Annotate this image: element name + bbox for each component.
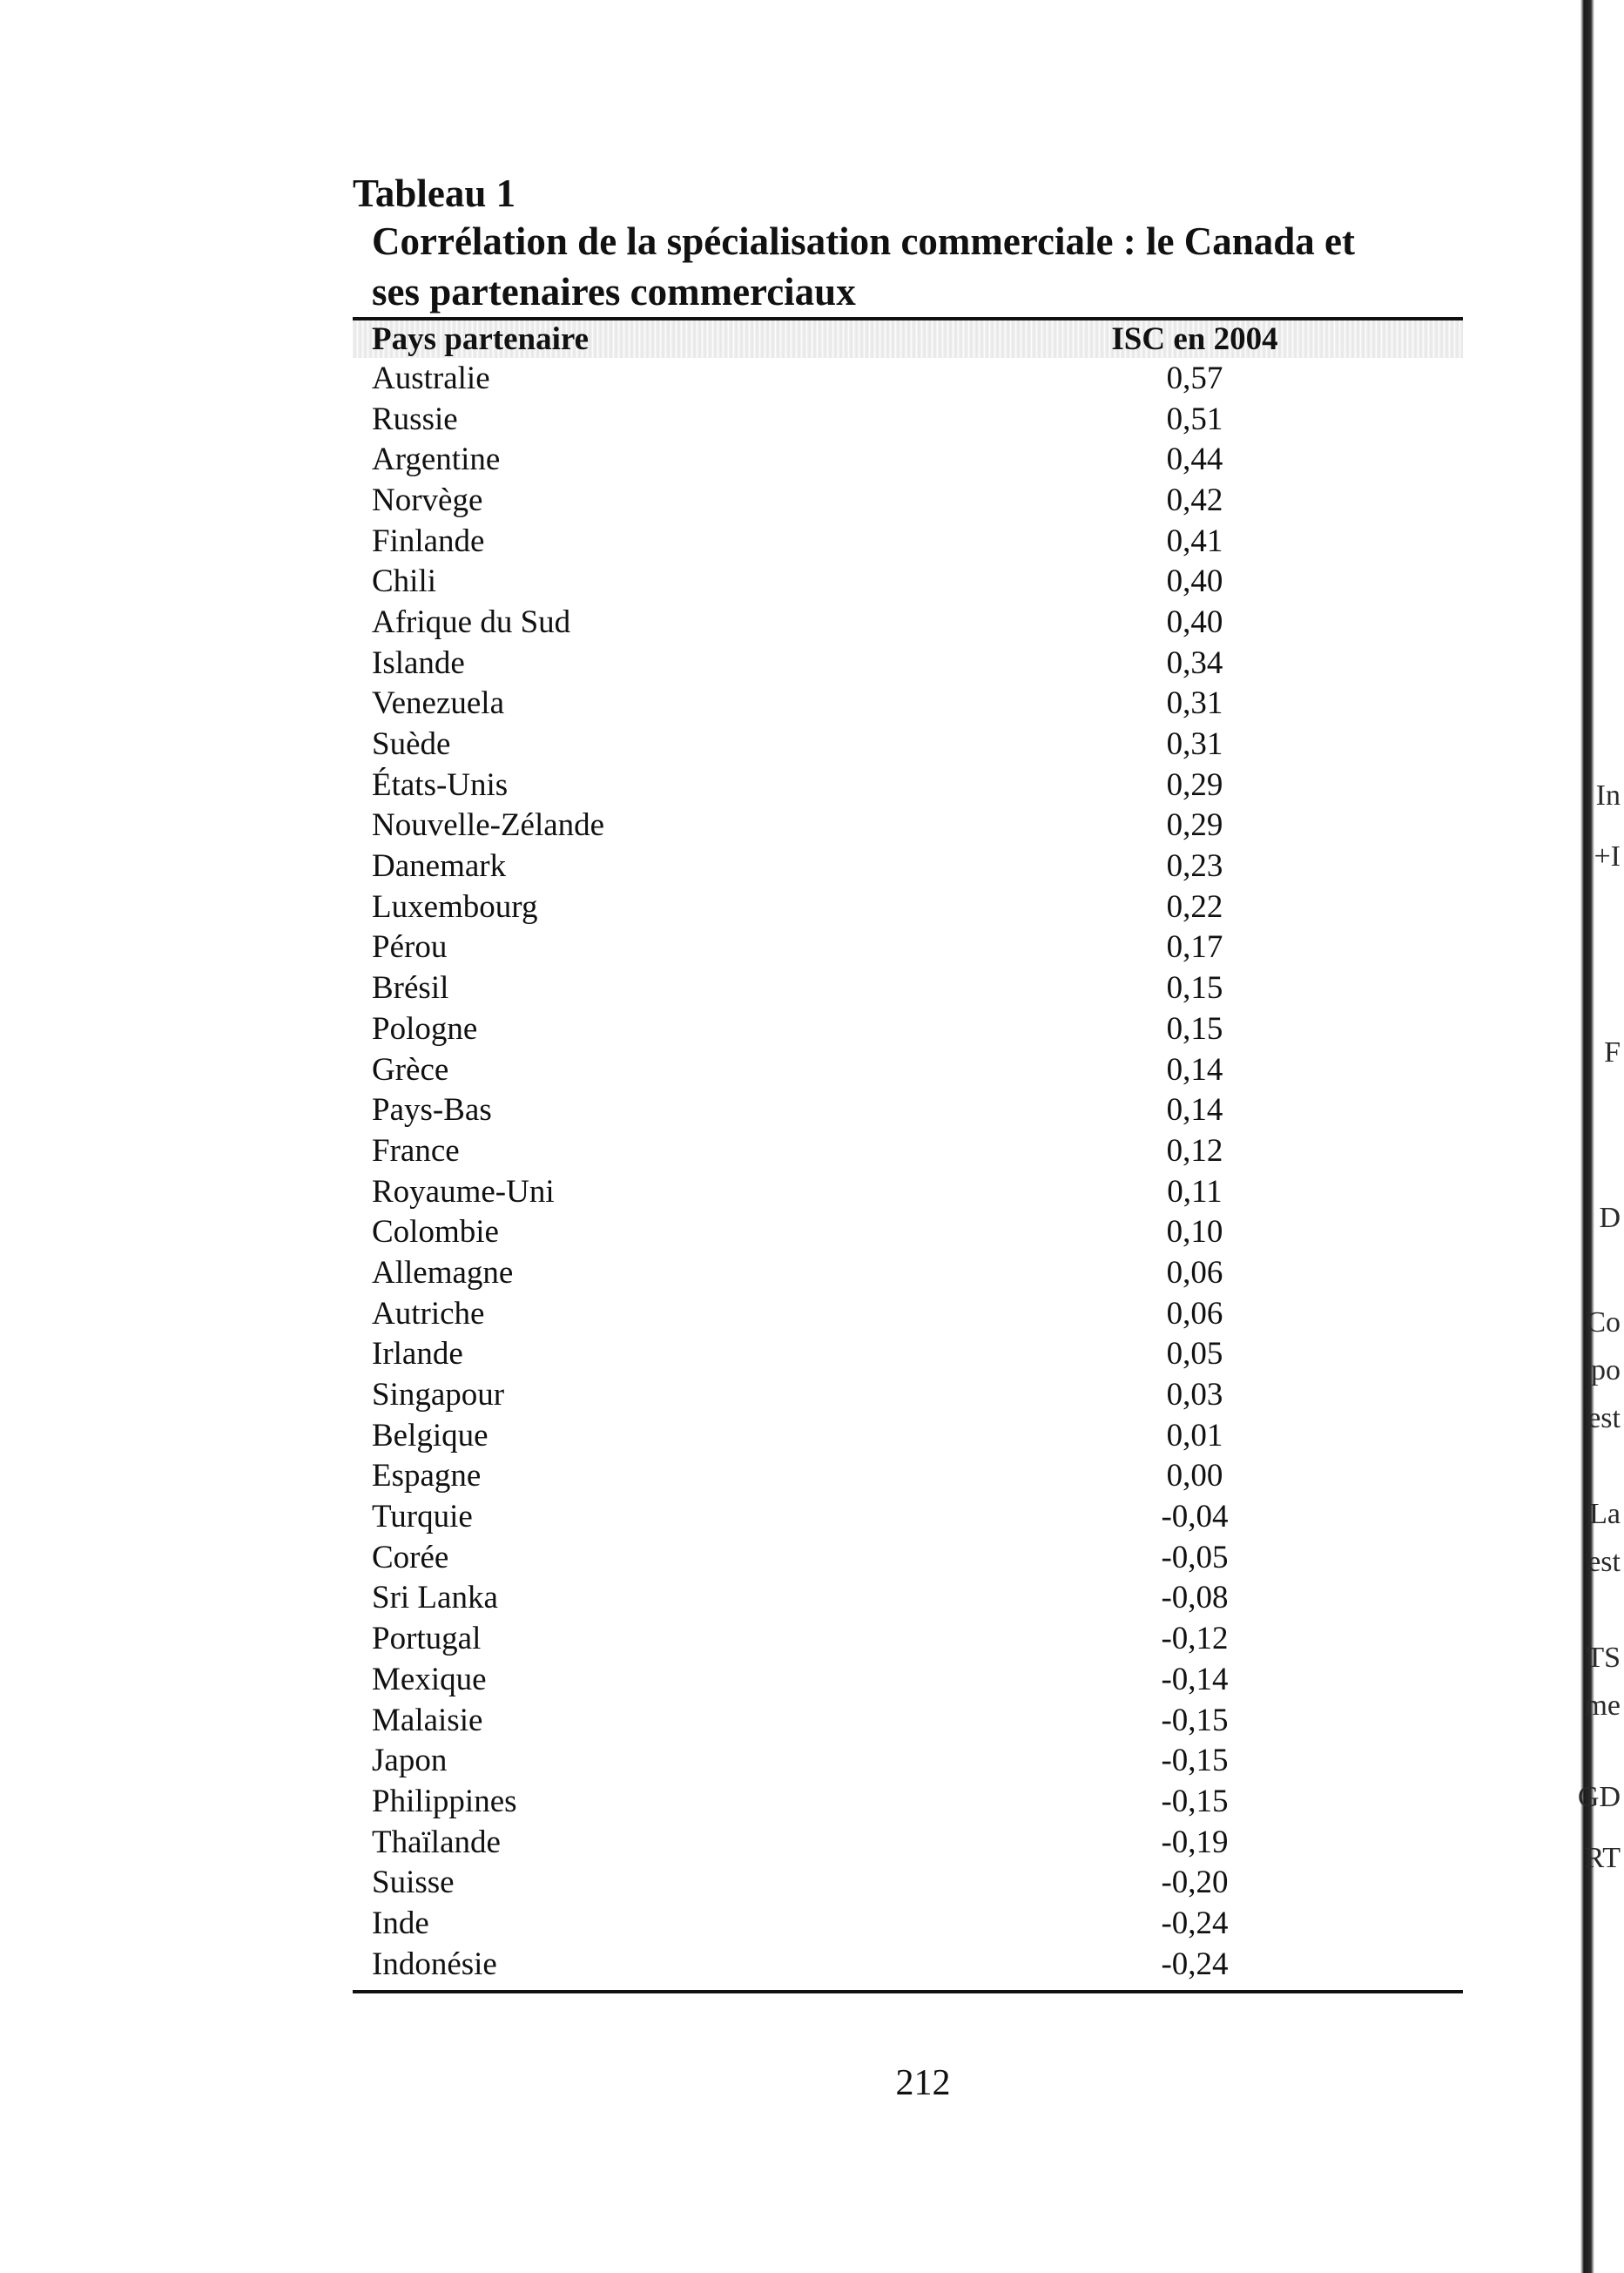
cell-value: -0,15 — [1161, 1702, 1229, 1738]
table-title-line-2: ses partenaires commerciaux — [372, 270, 856, 314]
cell-country: Russie — [372, 401, 458, 437]
cell-country: Grèce — [372, 1051, 449, 1088]
table-row — [353, 1903, 1463, 1944]
cell-value: -0,24 — [1161, 1946, 1229, 1982]
cell-country: France — [372, 1132, 460, 1169]
cell-value: 0,15 — [1166, 1010, 1223, 1047]
cell-country: Colombie — [372, 1214, 499, 1251]
cell-value: 0,05 — [1166, 1336, 1223, 1373]
margin-fragment: TS — [1586, 1642, 1621, 1674]
cell-country: Brésil — [372, 970, 449, 1007]
cell-value: 0,10 — [1166, 1214, 1223, 1251]
table-row — [353, 1862, 1463, 1903]
cell-country: Corée — [372, 1539, 449, 1575]
table-row — [353, 358, 1463, 399]
cell-value: 0,34 — [1166, 644, 1223, 681]
cell-country: Chili — [372, 563, 437, 600]
cell-country: Royaume-Uni — [372, 1173, 555, 1210]
cell-value: 0,14 — [1166, 1092, 1223, 1129]
table-row — [353, 1537, 1463, 1578]
table-row — [353, 724, 1463, 765]
cell-country: Norvège — [372, 482, 483, 518]
table-row — [353, 1578, 1463, 1619]
cell-value: -0,05 — [1161, 1539, 1229, 1575]
table-row — [353, 968, 1463, 1008]
cell-country: Pologne — [372, 1010, 478, 1047]
cell-country: Suède — [372, 726, 451, 763]
table-row — [353, 561, 1463, 602]
cell-value: -0,08 — [1161, 1580, 1229, 1616]
cell-value: -0,15 — [1161, 1743, 1229, 1779]
cell-value: 0,40 — [1166, 563, 1223, 600]
table-row — [353, 1944, 1463, 1985]
table-row — [353, 1700, 1463, 1741]
cell-country: Espagne — [372, 1458, 482, 1494]
cell-value: 0,51 — [1166, 401, 1223, 437]
cell-value: 0,15 — [1166, 970, 1223, 1007]
cell-country: Irlande — [372, 1336, 463, 1373]
cell-country: Singapour — [372, 1377, 505, 1413]
table-row — [353, 399, 1463, 440]
cell-value: 0,44 — [1166, 442, 1223, 478]
cell-value: 0,31 — [1166, 726, 1223, 763]
table-row — [353, 887, 1463, 927]
cell-country: États-Unis — [372, 766, 509, 803]
cell-value: 0,42 — [1166, 482, 1223, 518]
margin-fragment: +I — [1594, 840, 1621, 873]
scanned-page-edge — [1565, 0, 1624, 2273]
table-row — [353, 1415, 1463, 1456]
table-row — [353, 643, 1463, 684]
table-row — [353, 1130, 1463, 1171]
cell-country: Philippines — [372, 1783, 517, 1819]
margin-fragment: D — [1599, 1202, 1621, 1234]
cell-value: 0,23 — [1166, 848, 1223, 885]
cell-value: -0,12 — [1161, 1621, 1229, 1657]
table-bottom-rule — [353, 1990, 1463, 1993]
table-row — [353, 521, 1463, 562]
cell-value: 0,11 — [1167, 1173, 1223, 1210]
cell-value: 0,41 — [1166, 523, 1223, 559]
cell-country: Finlande — [372, 523, 485, 559]
cell-country: Autriche — [372, 1295, 485, 1332]
page-number: 212 — [895, 2063, 951, 2103]
cell-country: Portugal — [372, 1621, 482, 1657]
table-row — [353, 1252, 1463, 1293]
cell-value: 0,22 — [1166, 888, 1223, 925]
table-row — [353, 1171, 1463, 1212]
cell-value: -0,15 — [1161, 1783, 1229, 1819]
cell-value: 0,29 — [1166, 766, 1223, 803]
cell-country: Inde — [372, 1905, 429, 1941]
cell-value: 0,12 — [1166, 1132, 1223, 1169]
cell-country: Islande — [372, 644, 465, 681]
margin-fragment: F — [1604, 1036, 1621, 1069]
cell-country: Sri Lanka — [372, 1580, 498, 1616]
table-row — [353, 1659, 1463, 1700]
table-body — [353, 358, 1463, 1985]
cell-country: Allemagne — [372, 1254, 514, 1291]
table-row — [353, 1496, 1463, 1537]
table-row — [353, 1334, 1463, 1375]
table-row — [353, 927, 1463, 968]
table-row — [353, 1822, 1463, 1863]
cell-value: -0,04 — [1161, 1499, 1229, 1535]
cell-value: 0,03 — [1166, 1377, 1223, 1413]
cell-country: Turquie — [372, 1499, 473, 1535]
cell-value: -0,24 — [1161, 1905, 1229, 1941]
table-row — [353, 684, 1463, 725]
margin-fragment: RT — [1584, 1842, 1621, 1874]
cell-value: 0,06 — [1166, 1254, 1223, 1291]
cell-country: Argentine — [372, 442, 501, 478]
cell-country: Mexique — [372, 1661, 487, 1697]
margin-fragment: GD — [1577, 1781, 1621, 1813]
cell-country: Malaisie — [372, 1702, 483, 1738]
cell-country: Pérou — [372, 929, 448, 966]
margin-fragment: me — [1584, 1690, 1621, 1722]
cell-country: Afrique du Sud — [372, 604, 571, 640]
table-row — [353, 439, 1463, 480]
cell-country: Thaïlande — [372, 1824, 501, 1860]
cell-country: Japon — [372, 1743, 448, 1779]
cell-value: 0,01 — [1166, 1417, 1223, 1454]
table-row — [353, 480, 1463, 521]
cell-value: 0,57 — [1166, 360, 1223, 396]
cell-value: -0,20 — [1161, 1865, 1229, 1901]
table-row — [353, 1781, 1463, 1822]
table-row — [353, 846, 1463, 887]
header-value: ISC en 2004 — [1111, 321, 1278, 357]
cell-country: Venezuela — [372, 685, 505, 722]
table-row — [353, 1293, 1463, 1334]
margin-fragment: Co — [1586, 1306, 1621, 1339]
cell-value: 0,17 — [1166, 929, 1223, 966]
cell-value: 0,06 — [1166, 1295, 1223, 1332]
table-row — [353, 1211, 1463, 1252]
cell-value: 0,29 — [1166, 807, 1223, 844]
cell-country: Suisse — [372, 1865, 455, 1901]
cell-country: Belgique — [372, 1417, 489, 1454]
cell-country: Nouvelle-Zélande — [372, 807, 605, 844]
cell-value: 0,31 — [1166, 685, 1223, 722]
margin-fragment: est — [1587, 1402, 1621, 1434]
margin-fragment: est — [1587, 1546, 1621, 1578]
cell-country: Australie — [372, 360, 490, 396]
cell-country: Indonésie — [372, 1946, 497, 1982]
table-row — [353, 1049, 1463, 1090]
table-row — [353, 602, 1463, 643]
table-row — [353, 1618, 1463, 1659]
cell-country: Pays-Bas — [372, 1092, 492, 1129]
table-row — [353, 1740, 1463, 1781]
cell-value: 0,40 — [1166, 604, 1223, 640]
cell-country: Luxembourg — [372, 888, 538, 925]
cell-value: 0,00 — [1166, 1458, 1223, 1494]
table-row — [353, 806, 1463, 846]
table-row — [353, 1456, 1463, 1497]
table-row — [353, 1089, 1463, 1130]
table-header-row — [353, 320, 1463, 358]
cell-value: 0,14 — [1166, 1051, 1223, 1088]
table-row — [353, 1374, 1463, 1415]
header-country: Pays partenaire — [372, 321, 590, 357]
table-title-line-1: Corrélation de la spécialisation commerciale : le Canada et — [372, 219, 1355, 263]
margin-fragment: La — [1589, 1498, 1621, 1530]
margin-fragment: In — [1595, 779, 1621, 812]
cell-value: -0,19 — [1161, 1824, 1229, 1860]
cell-value: -0,14 — [1161, 1661, 1229, 1697]
cell-country: Danemark — [372, 848, 507, 885]
table-row — [353, 1008, 1463, 1049]
table-label: Tableau 1 — [353, 172, 516, 215]
table-row — [353, 765, 1463, 806]
margin-fragment: po — [1591, 1354, 1621, 1386]
table-block — [353, 171, 1463, 1993]
